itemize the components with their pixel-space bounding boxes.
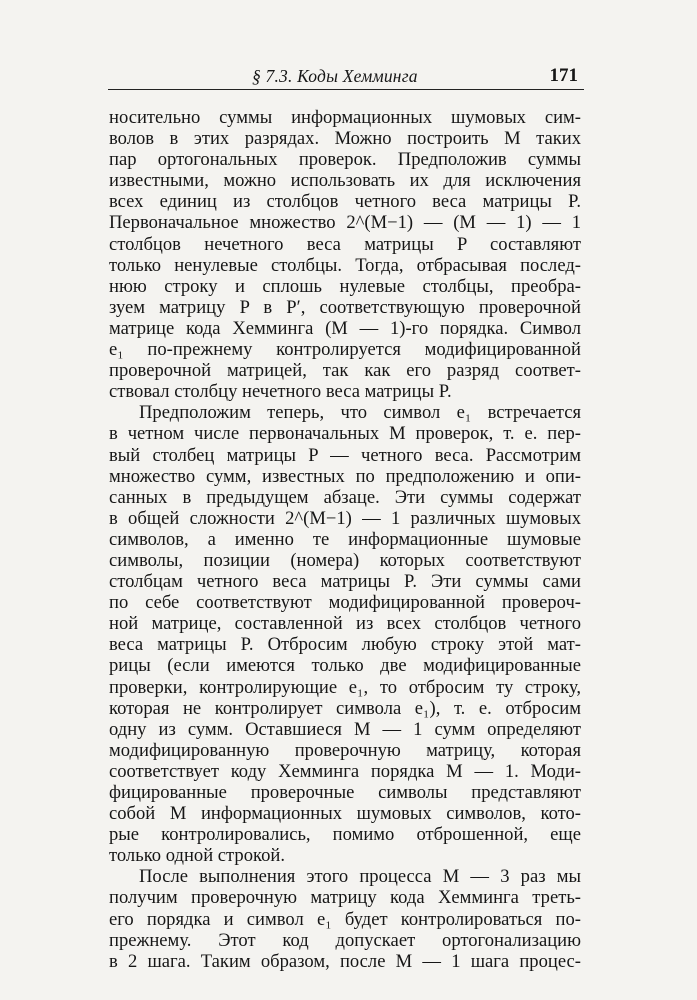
text-line: столбцов нечетного веса матрицы P составляют (109, 233, 581, 255)
text-line: в общей сложности 2^(M−1) — 1 различных шумовых (109, 507, 581, 529)
body-text (109, 107, 581, 972)
page-number: 171 (549, 65, 578, 86)
text-line: санных в предыдущем абзаце. Эти суммы содержат (109, 486, 581, 508)
header-rule (108, 89, 584, 90)
text-line: Первоначальное множество 2^(M−1) — (M — 1) — 1 (109, 212, 581, 234)
text-line: ной матрице, составленной из всех столбцов четного (109, 613, 581, 635)
text-line: рицы (если имеются только две модифицированные (109, 655, 581, 677)
text-line: волов в этих разрядах. Можно построить M таких (109, 128, 581, 150)
text-line: собой M информационных шумовых символов, кото- (109, 803, 581, 825)
text-line: прежнему. Этот код допускает ортогонализацию (109, 929, 581, 951)
text-line: После выполнения этого процесса M — 3 раз мы (139, 866, 581, 888)
text-line: получим проверочную матрицу кода Хемминга треть- (109, 887, 581, 909)
text-line: проверки, контролирующие e₁, то отбросим ту строку, (109, 676, 581, 698)
text-line: фицированные проверочные символы представляют (109, 782, 581, 803)
text-line: в четном числе первоначальных M проверок, т. е. пер- (109, 423, 581, 445)
text-line: только одной строкой. (109, 845, 285, 867)
text-line: ствовал столбцу нечетного веса матрицы P. (109, 381, 452, 403)
text-line: рые контролировались, помимо отброшенной, еще (109, 824, 581, 846)
text-line: которая не контролирует символа e₁), т. е. отбросим (109, 697, 581, 719)
text-line: его порядка и символ e₁ будет контролироваться по- (109, 908, 581, 930)
text-line: веса матрицы P. Отбросим любую строку этой мат- (109, 634, 581, 656)
text-line: соответствует коду Хемминга порядка M — 1. Моди- (109, 760, 581, 782)
text-line: одну из сумм. Оставшиеся M — 1 сумм определяют (109, 718, 581, 740)
text-line: вый столбец матрицы P — четного веса. Рассмотрим (109, 444, 581, 466)
running-head (108, 60, 584, 90)
text-line: столбцам четного веса матрицы P. Эти суммы сами (109, 571, 581, 593)
text-line: по себе соответствуют модифицированной провероч- (109, 592, 581, 614)
text-line: символов, а именно те информационные шумовые (109, 528, 581, 550)
text-line: в 2 шага. Таким образом, после M — 1 шага процес- (109, 950, 581, 972)
text-line: символы, позиции (номера) которых соответствуют (109, 549, 581, 571)
text-line: e₁ по-прежнему контролируется модифицированной (109, 339, 581, 361)
text-line: известными, можно использовать их для исключения (109, 170, 581, 192)
text-line: Предположим теперь, что символ e₁ встречается (139, 402, 581, 424)
text-line: пар ортогональных проверок. Предположив суммы (109, 149, 581, 171)
text-line: матрице кода Хемминга (M — 1)-го порядка. Символ (109, 317, 581, 339)
text-line: зуем матрицу P в P′, соответствующую проверочной (109, 296, 581, 318)
text-line: носительно суммы информационных шумовых сим- (109, 107, 581, 128)
text-line: проверочной матрицей, так как его разряд соответ- (109, 360, 581, 382)
section-title: § 7.3. Коды Хемминга (252, 66, 418, 86)
text-line: только ненулевые столбцы. Тогда, отбрасывая послед- (109, 254, 581, 276)
text-line: всех единиц из столбцов четного веса матрицы P. (109, 191, 581, 213)
text-line: множество сумм, известных по предположению и опи- (109, 465, 581, 487)
text-line: модифицированную проверочную матрицу, которая (109, 739, 581, 761)
text-line: нюю строку и сплошь нулевые столбцы, преобра- (109, 275, 581, 297)
